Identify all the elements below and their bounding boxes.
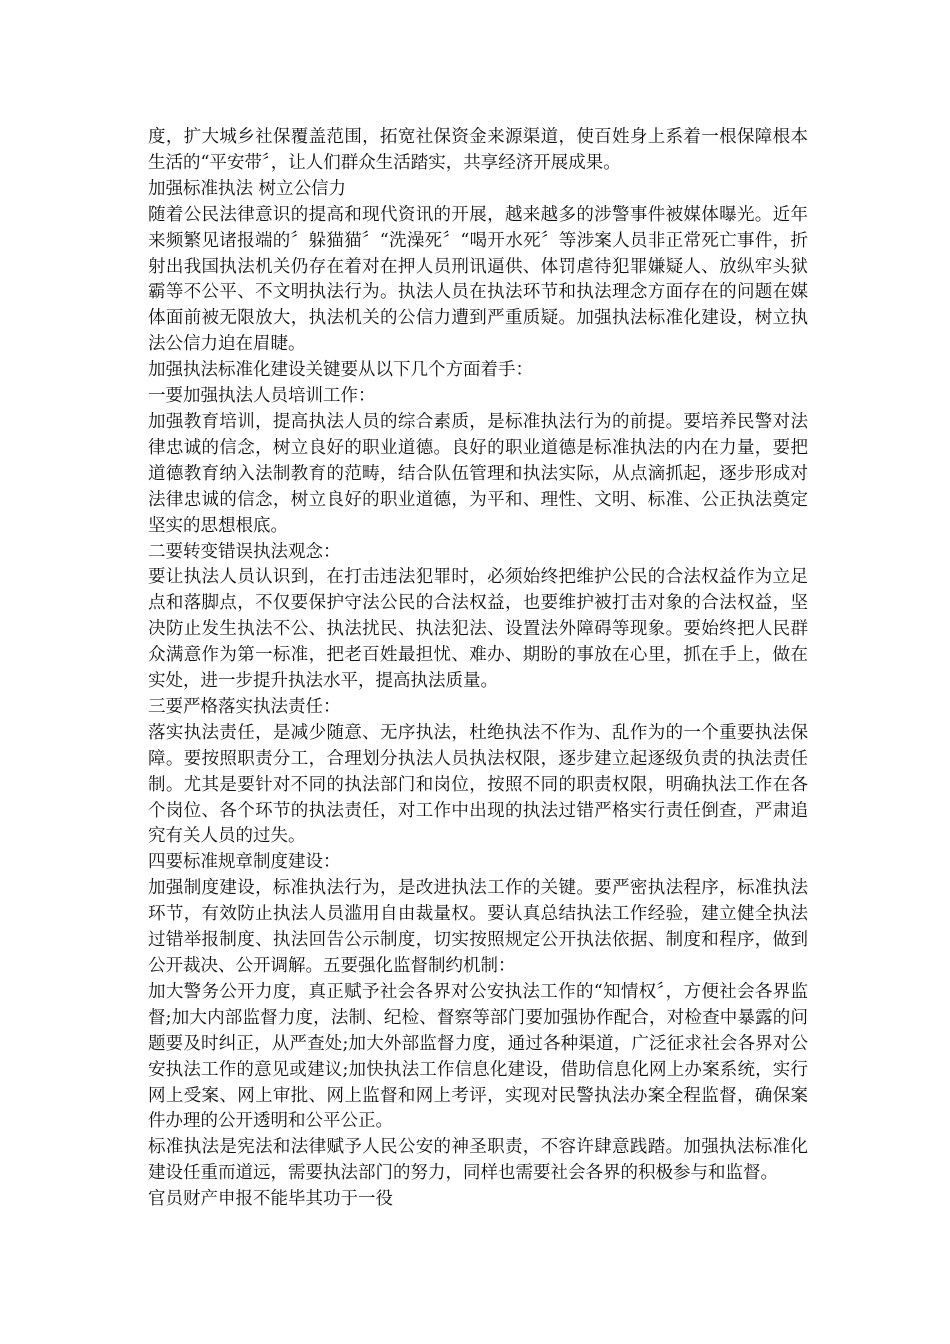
subheading: 一要加强执法人员培训工作：	[148, 386, 376, 407]
next-article-title: 官员财产申报不能毕其功于一役	[148, 1189, 393, 1210]
paragraph-continuation: 度，扩大城乡社保覆盖范围，拓宽社保资金来源渠道，使百姓身上系着一根保障根本生活的“平安带〞，让人们群众生活踏实，共享经济开展成果。	[148, 127, 808, 173]
paragraph: 要让执法人员认识到，在打击违法犯罪时，必须始终把维护公民的合法权益作为立足点和落脚点，不仅要保护守法公民的合法权益，也要维护被打击对象的合法权益，坚决防止发生执法不公、执法扰民、执法犯法、设置法外障碍等现象。要始终把人民群众满意作为第一标准，把老百姓最担忧、难办、期盼的事放在心里，抓在手上，做在实处，进一步提升执法水平，提高执法质量。	[148, 567, 808, 692]
subheading: 四要标准规章制度建设：	[148, 852, 341, 873]
paragraph: 随着公民法律意识的提高和现代资讯的开展，越来越多的涉警事件被媒体曝光。近年来频繁见诸报端的〞躲猫猫〞“洗澡死〞“喝开水死〞等涉案人员非正常死亡事件，折射出我国执法机关仍存在着对在押人员刑讯逼供、体罚虐待犯罪嫌疑人、放纵牢头狱霸等不公平、不文明执法行为。执法人员在执法环节和执法理念方面存在的问题在媒体面前被无限放大，执法机关的公信力遭到严重质疑。加强执法标准化建设，树立执法公信力迫在眉睫。	[148, 204, 808, 355]
paragraph: 加强教育培训，提高执法人员的综合素质，是标准执法行为的前提。要培养民警对法律忠诚的信念，树立良好的职业道德。良好的职业道德是标准执法的内在力量，要把道德教育纳入法制教育的范畴，结合队伍管理和执法实际，从点滴抓起，逐步形成对法律忠诚的信念，树立良好的职业道德，为平和、理性、文明、标准、公正执法奠定坚实的思想根底。	[148, 411, 808, 536]
paragraph: 加大警务公开力度，真正赋予社会各界对公安执法工作的“知情权〞，方便社会各界监督;加大内部监督力度，法制、纪检、督察等部门要加强协作配合，对检查中暴露的问题要及时纠正，从严查处;加大外部监督力度，通过各种渠道，广泛征求社会各界对公安执法工作的意见或建议;加快执法工作信息化建设，借助信息化网上办案系统，实行网上受案、网上审批、网上监督和网上考评，实现对民警执法办案全程监督，确保案件办理的公开透明和公平公正。	[148, 981, 808, 1132]
document-body	[148, 125, 808, 1213]
paragraph: 加强执法标准化建设关键要从以下几个方面着手：	[148, 360, 533, 381]
paragraph: 落实执法责任，是减少随意、无序执法，杜绝执法不作为、乱作为的一个重要执法保障。要按照职责分工，合理划分执法人员执法权限，逐步建立起逐级负责的执法责任制。尤其是要针对不同的执法部门和岗位，按照不同的职责权限，明确执法工作在各个岗位、各个环节的执法责任，对工作中出现的执法过错严格实行责任倒查，严肃追究有关人员的过失。	[148, 722, 808, 847]
paragraph: 加强制度建设，标准执法行为，是改进执法工作的关键。要严密执法程序，标准执法环节，有效防止执法人员滥用自由裁量权。要认真总结执法工作经验，建立健全执法过错举报制度、执法回告公示制度，切实按照规定公开执法依据、制度和程序，做到公开裁决、公开调解。五要强化监督制约机制：	[148, 878, 808, 976]
section-heading: 加强标准执法 树立公信力	[148, 178, 347, 199]
subheading: 二要转变错误执法观念：	[148, 541, 341, 562]
subheading: 三要严格落实执法责任：	[148, 696, 341, 717]
paragraph: 标准执法是宪法和法律赋予人民公安的神圣职责，不容许肆意践踏。加强执法标准化建设任重而道远，需要执法部门的努力，同样也需要社会各界的积极参与和监督。	[148, 1137, 808, 1184]
